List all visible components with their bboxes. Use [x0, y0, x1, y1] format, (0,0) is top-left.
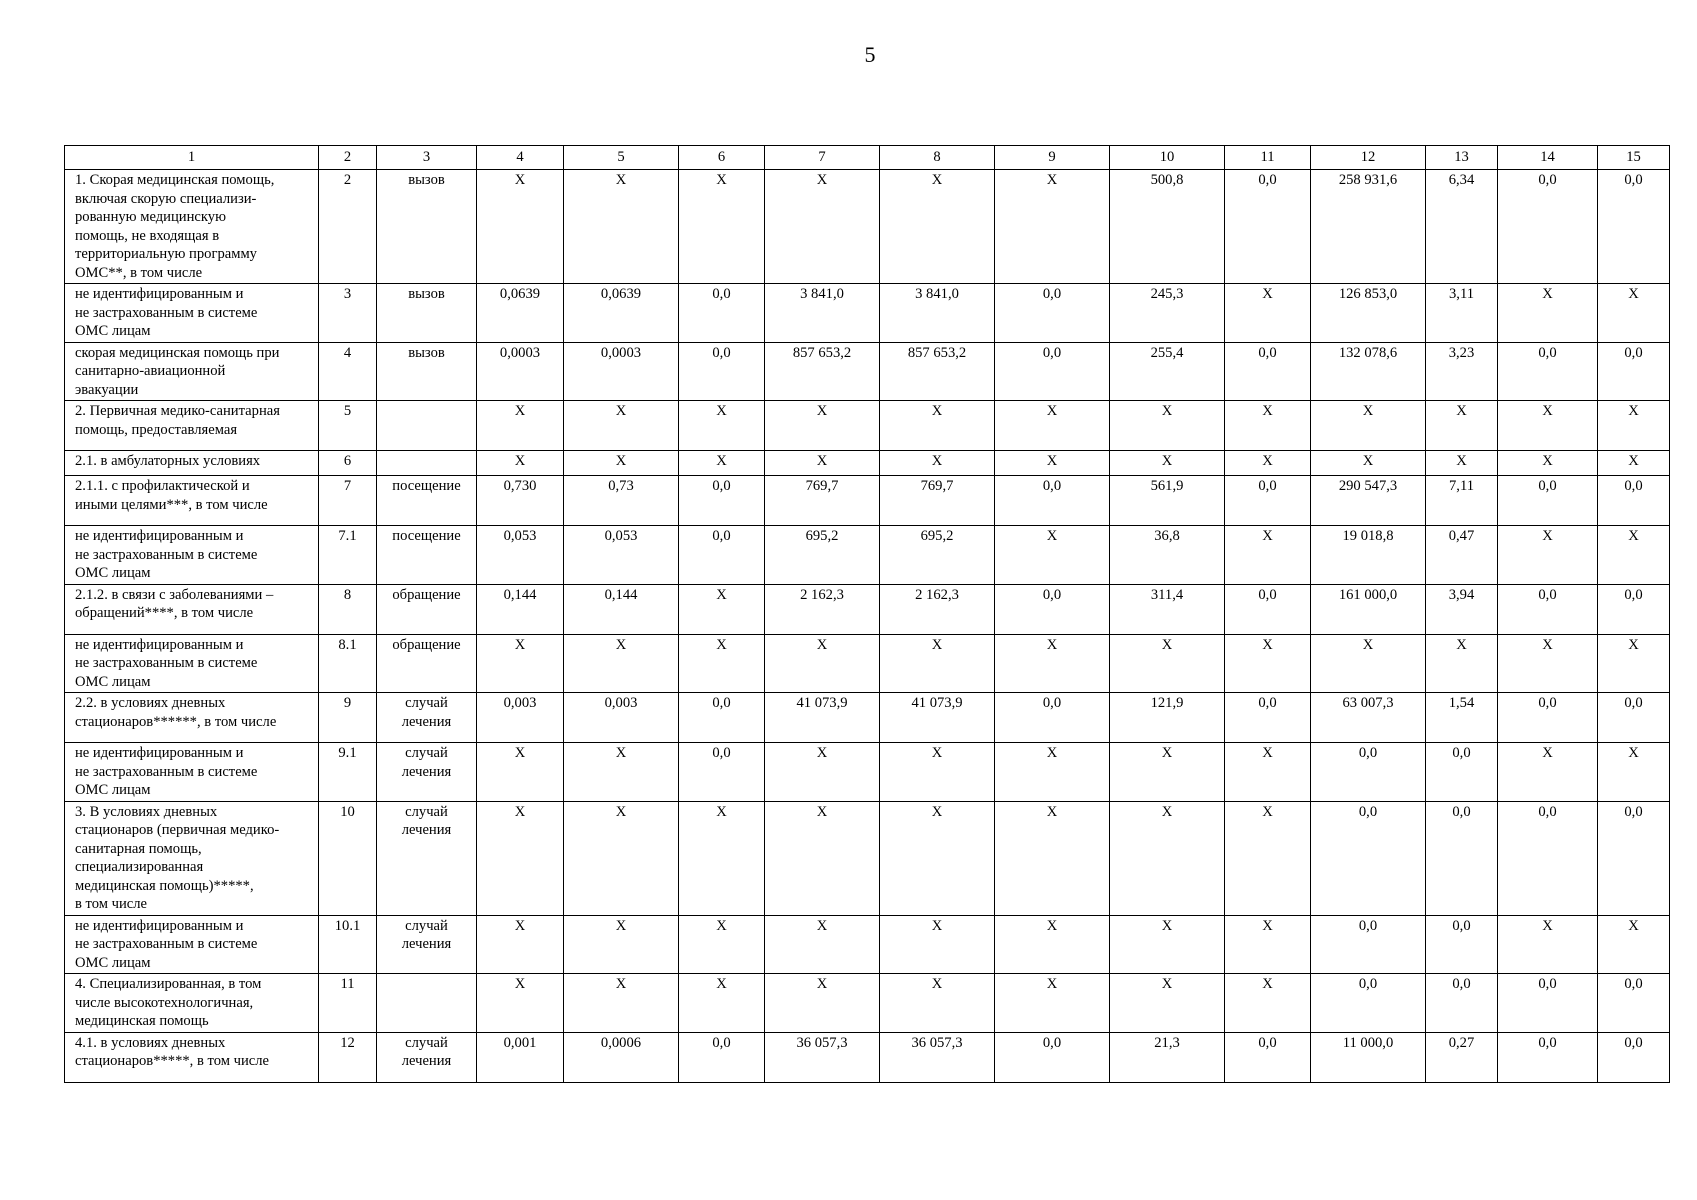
value-cell: Х: [880, 170, 995, 284]
col-header: 6: [679, 146, 765, 170]
value-cell: 0,0: [1598, 476, 1670, 526]
value-cell: 0,0: [679, 342, 765, 401]
value-cell: 0,0: [1498, 1032, 1598, 1082]
value-cell: Х: [564, 634, 679, 693]
table-row: [65, 1032, 1670, 1082]
value-cell: 0,0: [1598, 170, 1670, 284]
value-cell: Х: [765, 974, 880, 1033]
row-number-cell: 11: [319, 974, 377, 1033]
value-cell: Х: [1110, 915, 1225, 974]
value-cell: 0,0: [1598, 1032, 1670, 1082]
value-cell: Х: [995, 915, 1110, 974]
value-cell: 0,0: [1426, 743, 1498, 802]
value-cell: Х: [679, 634, 765, 693]
col-header: 7: [765, 146, 880, 170]
row-name-cell: 1. Скорая медицинская помощь, включая скорую специализи- рованную медицинскую помощь, не входящая в территориальную программу ОМС**, в том числе: [65, 170, 319, 284]
value-cell: Х: [1498, 401, 1598, 451]
value-cell: Х: [679, 584, 765, 634]
value-cell: 2 162,3: [880, 584, 995, 634]
col-header: 4: [477, 146, 564, 170]
value-cell: 7,11: [1426, 476, 1498, 526]
table-row: [65, 634, 1670, 693]
row-name-cell: не идентифицированным и не застрахованным в системе ОМС лицам: [65, 915, 319, 974]
unit-cell: посещение: [377, 476, 477, 526]
value-cell: Х: [1225, 915, 1311, 974]
value-cell: Х: [1311, 401, 1426, 451]
value-cell: Х: [1225, 526, 1311, 585]
table-row: [65, 743, 1670, 802]
value-cell: 0,0: [1598, 974, 1670, 1033]
value-cell: Х: [765, 801, 880, 915]
value-cell: Х: [1225, 974, 1311, 1033]
value-cell: 0,0: [679, 476, 765, 526]
column-header-row: [65, 146, 1670, 170]
unit-cell: [377, 401, 477, 451]
value-cell: 0,0: [1311, 743, 1426, 802]
row-number-cell: 8: [319, 584, 377, 634]
row-name-cell: 4.1. в условиях дневных стационаров*****, в том числе: [65, 1032, 319, 1082]
table-row: [65, 974, 1670, 1033]
value-cell: Х: [1426, 451, 1498, 476]
col-header: 13: [1426, 146, 1498, 170]
value-cell: Х: [477, 401, 564, 451]
value-cell: 0,0: [1498, 801, 1598, 915]
value-cell: Х: [1110, 743, 1225, 802]
value-cell: Х: [765, 915, 880, 974]
value-cell: Х: [880, 801, 995, 915]
value-cell: 0,0: [995, 1032, 1110, 1082]
value-cell: 0,0: [1498, 170, 1598, 284]
table-row: [65, 584, 1670, 634]
row-number-cell: 5: [319, 401, 377, 451]
value-cell: 0,0: [1225, 693, 1311, 743]
value-cell: Х: [765, 401, 880, 451]
value-cell: 500,8: [1110, 170, 1225, 284]
value-cell: 0,730: [477, 476, 564, 526]
table-row: [65, 801, 1670, 915]
value-cell: Х: [880, 915, 995, 974]
value-cell: Х: [564, 915, 679, 974]
value-cell: 0,47: [1426, 526, 1498, 585]
unit-cell: случай лечения: [377, 915, 477, 974]
value-cell: 0,0: [1498, 476, 1598, 526]
value-cell: 0,144: [477, 584, 564, 634]
value-cell: 857 653,2: [765, 342, 880, 401]
value-cell: Х: [679, 451, 765, 476]
row-number-cell: 10: [319, 801, 377, 915]
value-cell: Х: [1311, 634, 1426, 693]
unit-cell: вызов: [377, 342, 477, 401]
value-cell: 41 073,9: [880, 693, 995, 743]
value-cell: 21,3: [1110, 1032, 1225, 1082]
value-cell: 3 841,0: [880, 284, 995, 343]
value-cell: 126 853,0: [1311, 284, 1426, 343]
value-cell: 0,0: [1498, 693, 1598, 743]
unit-cell: [377, 974, 477, 1033]
value-cell: 0,0: [995, 584, 1110, 634]
value-cell: 0,0: [995, 342, 1110, 401]
col-header: 3: [377, 146, 477, 170]
row-number-cell: 3: [319, 284, 377, 343]
value-cell: Х: [995, 170, 1110, 284]
value-cell: 3,23: [1426, 342, 1498, 401]
value-cell: 0,0: [1598, 693, 1670, 743]
value-cell: Х: [564, 170, 679, 284]
value-cell: Х: [679, 974, 765, 1033]
value-cell: 0,0: [1225, 342, 1311, 401]
value-cell: Х: [1110, 451, 1225, 476]
value-cell: 11 000,0: [1311, 1032, 1426, 1082]
row-name-cell: не идентифицированным и не застрахованным в системе ОМС лицам: [65, 526, 319, 585]
value-cell: 857 653,2: [880, 342, 995, 401]
value-cell: Х: [1426, 401, 1498, 451]
value-cell: 0,0: [1498, 974, 1598, 1033]
unit-cell: обращение: [377, 634, 477, 693]
value-cell: Х: [1598, 915, 1670, 974]
value-cell: Х: [765, 170, 880, 284]
value-cell: Х: [1598, 451, 1670, 476]
value-cell: 0,0: [995, 284, 1110, 343]
value-cell: Х: [1498, 743, 1598, 802]
value-cell: 0,001: [477, 1032, 564, 1082]
unit-cell: [377, 451, 477, 476]
value-cell: Х: [880, 974, 995, 1033]
value-cell: 0,144: [564, 584, 679, 634]
value-cell: Х: [1110, 634, 1225, 693]
value-cell: 0,003: [564, 693, 679, 743]
value-cell: 0,0003: [477, 342, 564, 401]
value-cell: 0,0639: [564, 284, 679, 343]
value-cell: Х: [995, 634, 1110, 693]
row-name-cell: 4. Специализированная, в том числе высокотехнологичная, медицинская помощь: [65, 974, 319, 1033]
value-cell: 0,0: [679, 284, 765, 343]
value-cell: 0,0: [1225, 584, 1311, 634]
row-number-cell: 2: [319, 170, 377, 284]
value-cell: Х: [1598, 526, 1670, 585]
value-cell: Х: [679, 401, 765, 451]
value-cell: Х: [1110, 974, 1225, 1033]
value-cell: Х: [679, 170, 765, 284]
value-cell: 769,7: [765, 476, 880, 526]
value-cell: 121,9: [1110, 693, 1225, 743]
value-cell: 245,3: [1110, 284, 1225, 343]
value-cell: Х: [477, 743, 564, 802]
value-cell: 695,2: [765, 526, 880, 585]
row-number-cell: 9.1: [319, 743, 377, 802]
table-body: [65, 170, 1670, 1083]
value-cell: 161 000,0: [1311, 584, 1426, 634]
value-cell: 290 547,3: [1311, 476, 1426, 526]
value-cell: Х: [880, 634, 995, 693]
table-row: [65, 476, 1670, 526]
value-cell: Х: [765, 743, 880, 802]
col-header: 5: [564, 146, 679, 170]
value-cell: Х: [995, 743, 1110, 802]
unit-cell: посещение: [377, 526, 477, 585]
value-cell: 0,0: [1311, 974, 1426, 1033]
row-number-cell: 12: [319, 1032, 377, 1082]
value-cell: Х: [1225, 801, 1311, 915]
col-header: 15: [1598, 146, 1670, 170]
value-cell: 0,0: [1225, 170, 1311, 284]
unit-cell: случай лечения: [377, 1032, 477, 1082]
value-cell: Х: [679, 915, 765, 974]
value-cell: Х: [1598, 743, 1670, 802]
value-cell: Х: [564, 451, 679, 476]
value-cell: Х: [564, 401, 679, 451]
value-cell: 0,0: [679, 1032, 765, 1082]
value-cell: 0,0: [679, 743, 765, 802]
value-cell: 19 018,8: [1311, 526, 1426, 585]
value-cell: Х: [477, 634, 564, 693]
table-row: [65, 284, 1670, 343]
value-cell: 0,0006: [564, 1032, 679, 1082]
row-name-cell: не идентифицированным и не застрахованным в системе ОМС лицам: [65, 634, 319, 693]
value-cell: Х: [1110, 801, 1225, 915]
value-cell: 258 931,6: [1311, 170, 1426, 284]
value-cell: 0,053: [477, 526, 564, 585]
col-header: 8: [880, 146, 995, 170]
value-cell: Х: [1225, 451, 1311, 476]
unit-cell: случай лечения: [377, 801, 477, 915]
table-row: [65, 915, 1670, 974]
value-cell: Х: [1225, 743, 1311, 802]
value-cell: 0,0: [995, 476, 1110, 526]
col-header: 12: [1311, 146, 1426, 170]
value-cell: Х: [1498, 451, 1598, 476]
table-row: [65, 170, 1670, 284]
value-cell: 0,0003: [564, 342, 679, 401]
unit-cell: случай лечения: [377, 693, 477, 743]
row-name-cell: не идентифицированным и не застрахованным в системе ОМС лицам: [65, 743, 319, 802]
value-cell: Х: [1498, 915, 1598, 974]
value-cell: 0,0: [1498, 584, 1598, 634]
value-cell: Х: [564, 974, 679, 1033]
value-cell: 1,54: [1426, 693, 1498, 743]
row-number-cell: 9: [319, 693, 377, 743]
value-cell: Х: [477, 170, 564, 284]
value-cell: 0,0: [1426, 974, 1498, 1033]
value-cell: 63 007,3: [1311, 693, 1426, 743]
value-cell: 0,0: [679, 526, 765, 585]
value-cell: 0,0: [1426, 801, 1498, 915]
row-name-cell: не идентифицированным и не застрахованным в системе ОМС лицам: [65, 284, 319, 343]
row-name-cell: 2.1.1. с профилактической и иными целями***, в том числе: [65, 476, 319, 526]
value-cell: 0,27: [1426, 1032, 1498, 1082]
value-cell: 0,73: [564, 476, 679, 526]
value-cell: 0,0: [1311, 915, 1426, 974]
value-cell: Х: [477, 801, 564, 915]
value-cell: 311,4: [1110, 584, 1225, 634]
value-cell: Х: [477, 915, 564, 974]
value-cell: Х: [477, 451, 564, 476]
value-cell: Х: [880, 401, 995, 451]
row-number-cell: 6: [319, 451, 377, 476]
value-cell: 3 841,0: [765, 284, 880, 343]
value-cell: Х: [1598, 634, 1670, 693]
value-cell: 0,0: [1225, 1032, 1311, 1082]
value-cell: Х: [1225, 401, 1311, 451]
value-cell: 0,003: [477, 693, 564, 743]
value-cell: 0,0: [1598, 801, 1670, 915]
row-name-cell: 2. Первичная медико-санитарная помощь, предоставляемая: [65, 401, 319, 451]
value-cell: Х: [564, 801, 679, 915]
value-cell: 0,0: [679, 693, 765, 743]
value-cell: 36 057,3: [880, 1032, 995, 1082]
value-cell: 0,0: [995, 693, 1110, 743]
row-name-cell: 2.1. в амбулаторных условиях: [65, 451, 319, 476]
row-number-cell: 10.1: [319, 915, 377, 974]
unit-cell: вызов: [377, 284, 477, 343]
value-cell: 255,4: [1110, 342, 1225, 401]
unit-cell: обращение: [377, 584, 477, 634]
value-cell: 561,9: [1110, 476, 1225, 526]
table-row: [65, 451, 1670, 476]
value-cell: 0,0: [1311, 801, 1426, 915]
row-number-cell: 7.1: [319, 526, 377, 585]
value-cell: Х: [1598, 284, 1670, 343]
row-name-cell: скорая медицинская помощь при санитарно-авиационной эвакуации: [65, 342, 319, 401]
value-cell: Х: [995, 526, 1110, 585]
value-cell: Х: [1225, 634, 1311, 693]
value-cell: 3,11: [1426, 284, 1498, 343]
value-cell: 695,2: [880, 526, 995, 585]
value-cell: Х: [1110, 401, 1225, 451]
table-row: [65, 693, 1670, 743]
table-container: [64, 145, 1670, 1083]
value-cell: 0,0: [1598, 342, 1670, 401]
col-header: 10: [1110, 146, 1225, 170]
value-cell: Х: [1225, 284, 1311, 343]
value-cell: Х: [679, 801, 765, 915]
value-cell: Х: [564, 743, 679, 802]
value-cell: Х: [765, 451, 880, 476]
value-cell: Х: [1426, 634, 1498, 693]
value-cell: 3,94: [1426, 584, 1498, 634]
row-name-cell: 3. В условиях дневных стационаров (первичная медико- санитарная помощь, специализированная медицинская помощь)*****, в том числе: [65, 801, 319, 915]
table-row: [65, 526, 1670, 585]
value-cell: 0,053: [564, 526, 679, 585]
value-cell: Х: [1598, 401, 1670, 451]
value-cell: 0,0: [1598, 584, 1670, 634]
row-number-cell: 4: [319, 342, 377, 401]
value-cell: Х: [765, 634, 880, 693]
col-header: 11: [1225, 146, 1311, 170]
col-header: 1: [65, 146, 319, 170]
value-cell: 41 073,9: [765, 693, 880, 743]
value-cell: Х: [995, 451, 1110, 476]
value-cell: 36,8: [1110, 526, 1225, 585]
value-cell: Х: [477, 974, 564, 1033]
row-number-cell: 8.1: [319, 634, 377, 693]
value-cell: 0,0: [1426, 915, 1498, 974]
data-table: [64, 145, 1670, 1083]
unit-cell: вызов: [377, 170, 477, 284]
row-number-cell: 7: [319, 476, 377, 526]
table-row: [65, 401, 1670, 451]
value-cell: 0,0: [1498, 342, 1598, 401]
row-name-cell: 2.2. в условиях дневных стационаров******, в том числе: [65, 693, 319, 743]
value-cell: Х: [1498, 526, 1598, 585]
value-cell: Х: [995, 801, 1110, 915]
value-cell: 132 078,6: [1311, 342, 1426, 401]
page-number: 5: [864, 42, 876, 67]
value-cell: 769,7: [880, 476, 995, 526]
value-cell: Х: [1498, 284, 1598, 343]
value-cell: 36 057,3: [765, 1032, 880, 1082]
value-cell: Х: [1498, 634, 1598, 693]
value-cell: 0,0: [1225, 476, 1311, 526]
col-header: 9: [995, 146, 1110, 170]
col-header: 14: [1498, 146, 1598, 170]
value-cell: Х: [995, 401, 1110, 451]
value-cell: 0,0639: [477, 284, 564, 343]
value-cell: 2 162,3: [765, 584, 880, 634]
value-cell: Х: [1311, 451, 1426, 476]
value-cell: Х: [880, 743, 995, 802]
row-name-cell: 2.1.2. в связи с заболеваниями – обращений****, в том числе: [65, 584, 319, 634]
unit-cell: случай лечения: [377, 743, 477, 802]
value-cell: Х: [995, 974, 1110, 1033]
col-header: 2: [319, 146, 377, 170]
table-row: [65, 342, 1670, 401]
value-cell: 6,34: [1426, 170, 1498, 284]
value-cell: Х: [880, 451, 995, 476]
